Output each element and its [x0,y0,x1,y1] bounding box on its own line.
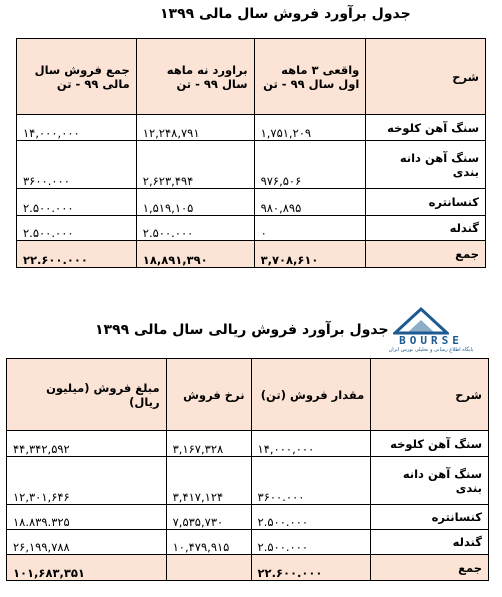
cell-actual: ۰ [254,216,366,241]
bourse-logo [373,305,489,355]
cell-actual: ۱,۷۵۱,۲۰۹ [254,115,366,141]
row-label: کنسانتره [371,505,489,530]
cell-quantity: ۲.۵۰۰.۰۰۰ [251,530,371,555]
row-label: گندله [371,530,489,555]
header-description: شرح [366,39,486,115]
table1-title: جدول برآورد فروش سال مالی ۱۳۹۹ [160,6,411,22]
logo-mark-icon [393,305,449,335]
cell-actual: ۳,۷۰۸,۶۱۰ [254,241,366,268]
table2-title: جدول برآورد فروش ریالی سال مالی ۱۳۹۹ [95,322,389,338]
row-label: کنسانتره [366,189,486,216]
header-nine-month-estimate: براورد نه ماهه سال ۹۹ - تن [136,39,254,115]
header-amount: مبلغ فروش (میلیون ریال) [7,359,167,431]
row-label: سنگ آهن کلوخه [371,431,489,457]
cell-rate: ۳,۱۶۷,۳۲۸ [166,431,251,457]
table-row [7,505,489,530]
table-header-row [7,359,489,431]
header-description: شرح [371,359,489,431]
table-row [17,216,486,241]
cell-quantity: ۳۶۰۰.۰۰۰ [251,457,371,505]
cell-nine-month: ۲.۵۰۰.۰۰۰ [136,216,254,241]
table-header-row [17,39,486,115]
row-label: جمع [366,241,486,268]
row-label: سنگ آهن کلوخه [366,115,486,141]
logo-wordmark: BOURSE [399,334,463,347]
cell-total: ۲.۵۰۰.۰۰۰ [17,216,137,241]
sales-value-table [6,358,489,581]
cell-rate [166,555,251,581]
header-actual-q1: واقعی ۳ ماهه اول سال ۹۹ - تن [254,39,366,115]
cell-amount: ۴۴,۳۴۲,۵۹۲ [7,431,167,457]
table-row [7,431,489,457]
cell-total: ۲۲.۶۰۰.۰۰۰ [17,241,137,268]
cell-total: ۲.۵۰۰.۰۰۰ [17,189,137,216]
row-label: جمع [371,555,489,581]
cell-quantity: ۱۴,۰۰۰,۰۰۰ [251,431,371,457]
cell-total: ۳۶۰۰.۰۰۰ [17,141,137,189]
row-label: سنگ آهن دانه بندی [371,457,489,505]
cell-nine-month: ۱,۵۱۹,۱۰۵ [136,189,254,216]
cell-actual: ۹۷۶,۵۰۶ [254,141,366,189]
header-rate: نرخ فروش [166,359,251,431]
cell-total: ۱۴,۰۰۰,۰۰۰ [17,115,137,141]
cell-amount: ۱۲,۳۰۱,۶۴۶ [7,457,167,505]
cell-rate: ۷,۵۳۵,۷۳۰ [166,505,251,530]
total-row [7,555,489,581]
sales-tonnage-table [16,38,486,268]
table-row [17,115,486,141]
row-label: گندله [366,216,486,241]
table-row [17,141,486,189]
cell-actual: ۹۸۰,۸۹۵ [254,189,366,216]
table-row [17,189,486,216]
cell-rate: ۳,۴۱۷,۱۲۴ [166,457,251,505]
cell-nine-month: ۱۸,۸۹۱,۳۹۰ [136,241,254,268]
table-row [7,530,489,555]
table-row [7,457,489,505]
cell-amount: ۱۰۱,۶۸۳,۳۵۱ [7,555,167,581]
cell-quantity: ۲۲.۶۰۰.۰۰۰ [251,555,371,581]
cell-amount: ۲۶,۱۹۹,۷۸۸ [7,530,167,555]
cell-quantity: ۲.۵۰۰.۰۰۰ [251,505,371,530]
cell-nine-month: ۱۲,۲۴۸,۷۹۱ [136,115,254,141]
row-label: سنگ آهن دانه بندی [366,141,486,189]
cell-amount: ۱۸.۸۳۹.۳۲۵ [7,505,167,530]
logo-tagline: پایگاه اطلاع رسانی و تحلیلی بورس ایران [388,347,474,353]
header-annual-total: جمع فروش سال مالی ۹۹ - تن [17,39,137,115]
total-row [17,241,486,268]
cell-rate: ۱۰,۴۷۹,۹۱۵ [166,530,251,555]
header-quantity: مقدار فروش (تن) [251,359,371,431]
cell-nine-month: ۲,۶۲۳,۴۹۴ [136,141,254,189]
